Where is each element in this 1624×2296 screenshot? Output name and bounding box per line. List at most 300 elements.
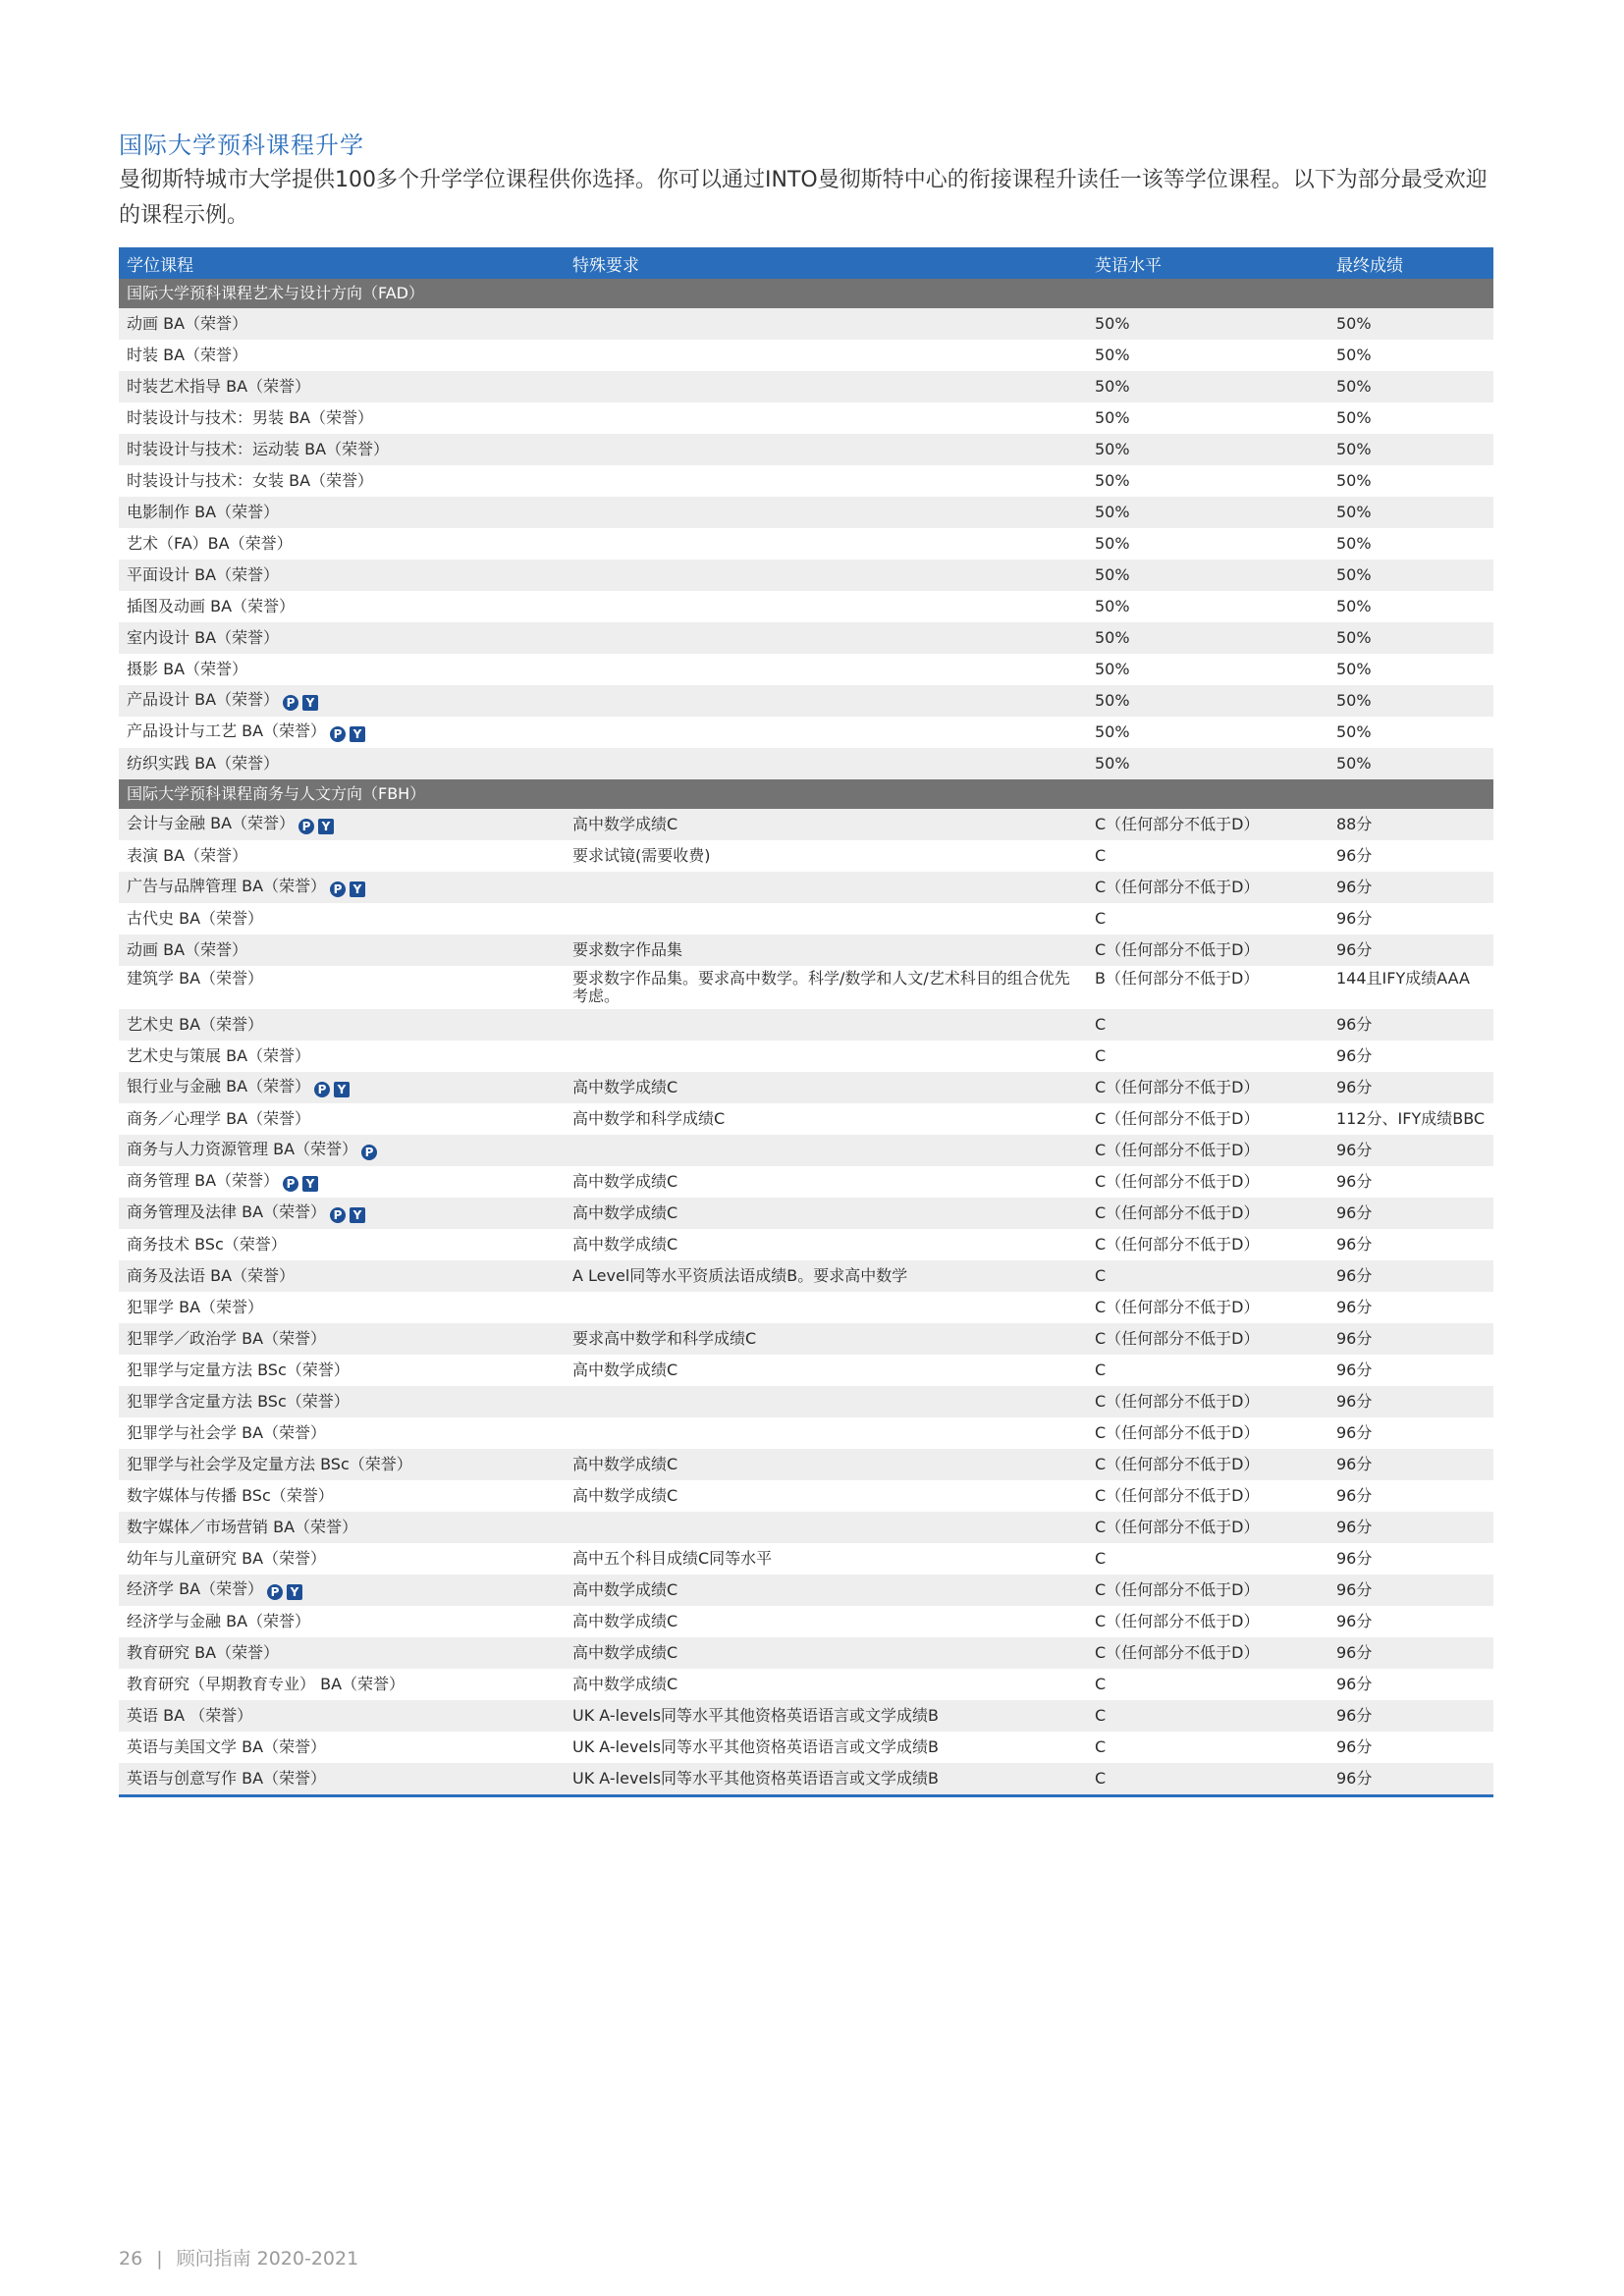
table-row [119,1135,1493,1166]
table-row [119,1386,1493,1417]
requirement-cell [565,528,1087,560]
course-name: 犯罪学与社会学及定量方法 BSc（荣誉） [127,1455,412,1473]
pathway-circle-icon: P [283,695,298,711]
requirement-cell: 要求数字作品集 [565,934,1087,966]
requirement-cell [565,308,1087,340]
course-cell [119,1386,565,1417]
english-level-cell: C（任何部分不低于D） [1087,1323,1328,1355]
table-row [119,654,1493,685]
english-level-cell: C（任何部分不低于D） [1087,1480,1328,1512]
course-name: 教育研究 BA（荣誉） [127,1643,280,1662]
requirement-cell: 高中数学成绩C [565,1606,1087,1637]
final-grade-cell: 96分 [1328,1166,1493,1198]
english-level-cell: C（任何部分不低于D） [1087,872,1328,903]
english-level-cell: 50% [1087,465,1328,497]
final-grade-cell: 96分 [1328,1637,1493,1669]
course-name: 室内设计 BA（荣誉） [127,628,280,647]
requirement-cell [565,717,1087,748]
y-square-icon: Y [302,695,318,711]
course-name: 古代史 BA（荣誉） [127,909,264,928]
pathway-circle-icon: P [330,1207,346,1223]
requirement-cell: 高中数学成绩C [565,809,1087,840]
english-level-cell: 50% [1087,528,1328,560]
requirement-cell [565,654,1087,685]
course-name: 动画 BA（荣誉） [127,940,248,959]
english-level-cell: C（任何部分不低于D） [1087,1072,1328,1103]
final-grade-cell: 96分 [1328,1135,1493,1166]
final-grade-cell: 50% [1328,685,1493,717]
table-row [119,934,1493,966]
requirement-cell [565,1417,1087,1449]
course-name: 犯罪学含定量方法 BSc（荣誉） [127,1392,350,1411]
english-level-cell: C [1087,1260,1328,1292]
table-row [119,685,1493,717]
final-grade-cell: 96分 [1328,1480,1493,1512]
course-cell [119,1072,565,1103]
english-level-cell: C [1087,903,1328,934]
y-square-icon: Y [350,881,365,897]
final-grade-cell: 96分 [1328,1323,1493,1355]
english-level-cell: C（任何部分不低于D） [1087,1229,1328,1260]
final-grade-cell: 96分 [1328,1386,1493,1417]
english-level-cell: 50% [1087,748,1328,779]
requirement-cell: 高中数学成绩C [565,1166,1087,1198]
pathway-circle-icon: P [361,1145,377,1160]
english-level-cell: 50% [1087,717,1328,748]
english-level-cell: 50% [1087,402,1328,434]
table-row [119,465,1493,497]
course-cell [119,560,565,591]
final-grade-cell: 50% [1328,591,1493,622]
requirement-cell: 高中数学成绩C [565,1229,1087,1260]
course-name: 经济学 BA（荣誉） [127,1579,264,1598]
course-name: 数字媒体／市场营销 BA（荣誉） [127,1518,358,1536]
table-row [119,308,1493,340]
course-name: 商务／心理学 BA（荣誉） [127,1109,311,1128]
requirement-cell: UK A-levels同等水平其他资格英语语言或文学成绩B [565,1732,1087,1763]
table-row [119,1198,1493,1229]
requirement-cell [565,622,1087,654]
final-grade-cell: 96分 [1328,1606,1493,1637]
final-grade-cell: 96分 [1328,1072,1493,1103]
final-grade-cell: 96分 [1328,1543,1493,1575]
english-level-cell: C（任何部分不低于D） [1087,1386,1328,1417]
requirement-cell [565,903,1087,934]
y-square-icon: Y [302,1176,318,1192]
requirement-cell: 高中数学成绩C [565,1198,1087,1229]
course-cell [119,1700,565,1732]
final-grade-cell: 50% [1328,465,1493,497]
final-grade-cell: 96分 [1328,1763,1493,1796]
final-grade-cell: 96分 [1328,903,1493,934]
section-header-row [119,279,1493,308]
requirement-cell [565,1386,1087,1417]
course-cell [119,308,565,340]
english-level-cell: C（任何部分不低于D） [1087,1198,1328,1229]
final-grade-cell: 96分 [1328,840,1493,872]
table-row [119,497,1493,528]
english-level-cell: 50% [1087,308,1328,340]
course-name: 经济学与金融 BA（荣誉） [127,1612,311,1630]
requirement-cell [565,685,1087,717]
english-level-cell: 50% [1087,622,1328,654]
header-english-level: 英语水平 [1087,247,1328,279]
table-row [119,1041,1493,1072]
requirement-cell [565,371,1087,402]
final-grade-cell: 96分 [1328,1198,1493,1229]
course-table [119,247,1493,1797]
final-grade-cell: 50% [1328,560,1493,591]
course-name: 时装艺术指导 BA（荣誉） [127,377,311,396]
y-square-icon: Y [318,819,334,834]
course-name: 数字媒体与传播 BSc（荣誉） [127,1486,334,1505]
course-name: 犯罪学与社会学 BA（荣誉） [127,1423,327,1442]
course-cell [119,1009,565,1041]
course-name: 纺织实践 BA（荣誉） [127,754,280,773]
y-square-icon: Y [350,726,365,742]
course-name: 建筑学 BA（荣誉） [127,969,264,988]
requirement-cell [565,497,1087,528]
english-level-cell: C [1087,1543,1328,1575]
requirement-cell [565,1041,1087,1072]
course-cell [119,528,565,560]
course-cell [119,809,565,840]
english-level-cell: C（任何部分不低于D） [1087,809,1328,840]
table-row [119,1449,1493,1480]
pathway-circle-icon: P [283,1176,298,1192]
table-row [119,1229,1493,1260]
table-row [119,1355,1493,1386]
table-row [119,591,1493,622]
final-grade-cell: 96分 [1328,934,1493,966]
course-name: 艺术史与策展 BA（荣誉） [127,1046,311,1065]
final-grade-cell: 50% [1328,622,1493,654]
course-cell [119,1292,565,1323]
requirement-cell: 高中数学成绩C [565,1072,1087,1103]
course-cell [119,497,565,528]
requirement-cell [565,434,1087,465]
y-square-icon: Y [334,1082,350,1097]
pathway-circle-icon: P [298,819,314,834]
requirement-cell [565,591,1087,622]
course-name: 商务与人力资源管理 BA（荣誉） [127,1140,358,1158]
final-grade-cell: 50% [1328,340,1493,371]
requirement-cell: 高中数学成绩C [565,1449,1087,1480]
course-cell [119,340,565,371]
table-row [119,1417,1493,1449]
final-grade-cell: 144且IFY成绩AAA [1328,966,1493,1009]
requirement-cell: UK A-levels同等水平其他资格英语语言或文学成绩B [565,1763,1087,1796]
english-level-cell: C [1087,840,1328,872]
english-level-cell: C [1087,1009,1328,1041]
course-cell [119,934,565,966]
final-grade-cell: 96分 [1328,1260,1493,1292]
requirement-cell: UK A-levels同等水平其他资格英语语言或文学成绩B [565,1700,1087,1732]
table-row [119,1763,1493,1796]
course-name: 时装 BA（荣誉） [127,346,248,364]
course-name: 银行业与金融 BA（荣誉） [127,1077,311,1095]
table-row [119,809,1493,840]
course-cell [119,1512,565,1543]
header-final-grade: 最终成绩 [1328,247,1493,279]
table-row [119,1323,1493,1355]
table-row [119,840,1493,872]
course-cell [119,1229,565,1260]
english-level-cell: C（任何部分不低于D） [1087,1166,1328,1198]
table-row [119,748,1493,779]
requirement-cell [565,1512,1087,1543]
pathway-circle-icon: P [314,1082,330,1097]
final-grade-cell: 50% [1328,497,1493,528]
header-course: 学位课程 [119,247,565,279]
course-cell [119,1355,565,1386]
final-grade-cell: 96分 [1328,1449,1493,1480]
course-name: 广告与品牌管理 BA（荣誉） [127,877,327,895]
table-header-row [119,247,1493,279]
final-grade-cell: 50% [1328,371,1493,402]
english-level-cell: C（任何部分不低于D） [1087,1575,1328,1606]
course-name: 时装设计与技术：男装 BA（荣誉） [127,408,374,427]
course-cell [119,1543,565,1575]
requirement-cell [565,872,1087,903]
english-level-cell: 50% [1087,685,1328,717]
section-header-row [119,779,1493,809]
english-level-cell: 50% [1087,434,1328,465]
final-grade-cell: 96分 [1328,1417,1493,1449]
table-row [119,1260,1493,1292]
final-grade-cell: 112分、IFY成绩BBC [1328,1103,1493,1135]
course-name: 表演 BA（荣誉） [127,846,248,865]
course-name: 商务技术 BSc（荣誉） [127,1235,287,1254]
course-cell [119,1449,565,1480]
final-grade-cell: 96分 [1328,1292,1493,1323]
course-name: 艺术（FA）BA（荣誉） [127,534,293,553]
requirement-cell: 高中数学和科学成绩C [565,1103,1087,1135]
requirement-cell: 高中数学成绩C [565,1575,1087,1606]
english-level-cell: C [1087,1669,1328,1700]
table-row [119,1072,1493,1103]
table-row [119,622,1493,654]
section-label: 国际大学预科课程艺术与设计方向（FAD） [119,279,1493,308]
pathway-circle-icon: P [267,1584,283,1600]
intro-paragraph: 曼彻斯特城市大学提供100多个升学学位课程供你选择。你可以通过INTO曼彻斯特中心的衔接课程升读任一该等学位课程。以下为部分最受欢迎的课程示例。 [119,168,1488,228]
table-row [119,1732,1493,1763]
final-grade-cell: 96分 [1328,1512,1493,1543]
pathway-circle-icon: P [330,726,346,742]
course-cell [119,872,565,903]
course-cell [119,1323,565,1355]
table-row [119,528,1493,560]
requirement-cell: 高中数学成绩C [565,1637,1087,1669]
requirement-cell [565,748,1087,779]
course-cell [119,1417,565,1449]
course-cell [119,654,565,685]
final-grade-cell: 50% [1328,748,1493,779]
table-row [119,1637,1493,1669]
y-square-icon: Y [287,1584,302,1600]
table-row [119,1512,1493,1543]
table-row [119,434,1493,465]
course-cell [119,1103,565,1135]
course-cell [119,402,565,434]
course-cell [119,371,565,402]
table-row [119,903,1493,934]
final-grade-cell: 96分 [1328,1669,1493,1700]
requirement-cell: 要求试镜(需要收费) [565,840,1087,872]
course-name: 时装设计与技术：运动装 BA（荣誉） [127,440,390,458]
english-level-cell: C（任何部分不低于D） [1087,1637,1328,1669]
course-cell [119,1732,565,1763]
course-name: 英语与创意写作 BA（荣誉） [127,1769,327,1788]
guide-title: 顾问指南 2020-2021 [176,2248,359,2269]
course-name: 插图及动画 BA（荣誉） [127,597,296,615]
course-name: 会计与金融 BA（荣誉） [127,814,296,832]
requirement-cell [565,340,1087,371]
final-grade-cell: 96分 [1328,872,1493,903]
course-cell [119,840,565,872]
course-cell [119,1198,565,1229]
english-level-cell: C [1087,1700,1328,1732]
section-label: 国际大学预科课程商务与人文方向（FBH） [119,779,1493,809]
english-level-cell: 50% [1087,371,1328,402]
english-level-cell: C（任何部分不低于D） [1087,1292,1328,1323]
table-row [119,1700,1493,1732]
course-cell [119,1480,565,1512]
english-level-cell: C（任何部分不低于D） [1087,934,1328,966]
requirement-cell [565,402,1087,434]
requirement-cell [565,465,1087,497]
course-cell [119,1669,565,1700]
course-name: 教育研究（早期教育专业） BA（荣誉） [127,1675,406,1693]
final-grade-cell: 50% [1328,528,1493,560]
table-row [119,1606,1493,1637]
course-name: 平面设计 BA（荣誉） [127,565,280,584]
english-level-cell: C [1087,1041,1328,1072]
english-level-cell: B（任何部分不低于D） [1087,966,1328,1009]
course-cell [119,748,565,779]
course-name: 英语与美国文学 BA（荣誉） [127,1737,327,1756]
english-level-cell: C（任何部分不低于D） [1087,1606,1328,1637]
table-body [119,279,1493,1796]
requirement-cell [565,1009,1087,1041]
requirement-cell [565,1135,1087,1166]
table-row [119,1166,1493,1198]
page-footer [119,2244,358,2270]
course-cell [119,1041,565,1072]
requirement-cell: 高中数学成绩C [565,1480,1087,1512]
english-level-cell: C（任何部分不低于D） [1087,1417,1328,1449]
english-level-cell: C（任何部分不低于D） [1087,1512,1328,1543]
english-level-cell: 50% [1087,654,1328,685]
requirement-cell: A Level同等水平资质法语成绩B。要求高中数学 [565,1260,1087,1292]
final-grade-cell: 96分 [1328,1700,1493,1732]
english-level-cell: C（任何部分不低于D） [1087,1103,1328,1135]
final-grade-cell: 50% [1328,434,1493,465]
course-name: 犯罪学／政治学 BA（荣誉） [127,1329,327,1348]
footer-separator: | [156,2248,163,2269]
pathway-circle-icon: P [330,881,346,897]
final-grade-cell: 50% [1328,308,1493,340]
course-name: 产品设计与工艺 BA（荣誉） [127,721,327,740]
course-cell [119,1135,565,1166]
table-row [119,1480,1493,1512]
table-row [119,1669,1493,1700]
course-name: 时装设计与技术：女装 BA（荣誉） [127,471,374,490]
course-cell [119,903,565,934]
english-level-cell: 50% [1087,497,1328,528]
table-row [119,717,1493,748]
requirement-cell [565,560,1087,591]
course-name: 电影制作 BA（荣誉） [127,503,280,521]
course-cell [119,1575,565,1606]
course-cell [119,1606,565,1637]
course-name: 犯罪学与定量方法 BSc（荣誉） [127,1361,350,1379]
requirement-cell: 高中五个科目成绩C同等水平 [565,1543,1087,1575]
page-number: 26 [119,2248,143,2269]
requirement-cell: 高中数学成绩C [565,1669,1087,1700]
requirement-cell: 高中数学成绩C [565,1355,1087,1386]
english-level-cell: C [1087,1763,1328,1796]
table-row [119,402,1493,434]
english-level-cell: C [1087,1355,1328,1386]
table-row [119,966,1493,1009]
requirement-cell: 要求高中数学和科学成绩C [565,1323,1087,1355]
english-level-cell: C（任何部分不低于D） [1087,1135,1328,1166]
course-name: 英语 BA （荣誉） [127,1706,253,1725]
course-cell [119,966,565,1009]
course-cell [119,1260,565,1292]
course-name: 商务管理及法律 BA（荣誉） [127,1202,327,1221]
final-grade-cell: 96分 [1328,1041,1493,1072]
course-cell [119,717,565,748]
final-grade-cell: 50% [1328,717,1493,748]
english-level-cell: 50% [1087,560,1328,591]
final-grade-cell: 50% [1328,654,1493,685]
course-cell [119,465,565,497]
header-requirements: 特殊要求 [565,247,1087,279]
final-grade-cell: 96分 [1328,1355,1493,1386]
final-grade-cell: 88分 [1328,809,1493,840]
course-name: 动画 BA（荣誉） [127,314,248,333]
english-level-cell: C（任何部分不低于D） [1087,1449,1328,1480]
course-name: 艺术史 BA（荣誉） [127,1015,264,1034]
english-level-cell: 50% [1087,591,1328,622]
table-row [119,560,1493,591]
course-cell [119,1637,565,1669]
page-title: 国际大学预科课程升学 [119,132,364,159]
table-row [119,371,1493,402]
requirement-cell [565,1292,1087,1323]
table-row [119,872,1493,903]
requirement-cell: 要求数字作品集。要求高中数学。科学/数学和人文/艺术科目的组合优先考虑。 [565,966,1087,1009]
course-cell [119,622,565,654]
y-square-icon: Y [350,1207,365,1223]
course-cell [119,685,565,717]
final-grade-cell: 96分 [1328,1732,1493,1763]
final-grade-cell: 96分 [1328,1575,1493,1606]
course-name: 幼年与儿童研究 BA（荣誉） [127,1549,327,1568]
course-cell [119,1763,565,1796]
english-level-cell: C [1087,1732,1328,1763]
course-cell [119,1166,565,1198]
table-row [119,1575,1493,1606]
table-row [119,1103,1493,1135]
final-grade-cell: 96分 [1328,1229,1493,1260]
course-name: 犯罪学 BA（荣誉） [127,1298,264,1316]
final-grade-cell: 50% [1328,402,1493,434]
course-cell [119,591,565,622]
course-name: 商务管理 BA（荣誉） [127,1171,280,1190]
